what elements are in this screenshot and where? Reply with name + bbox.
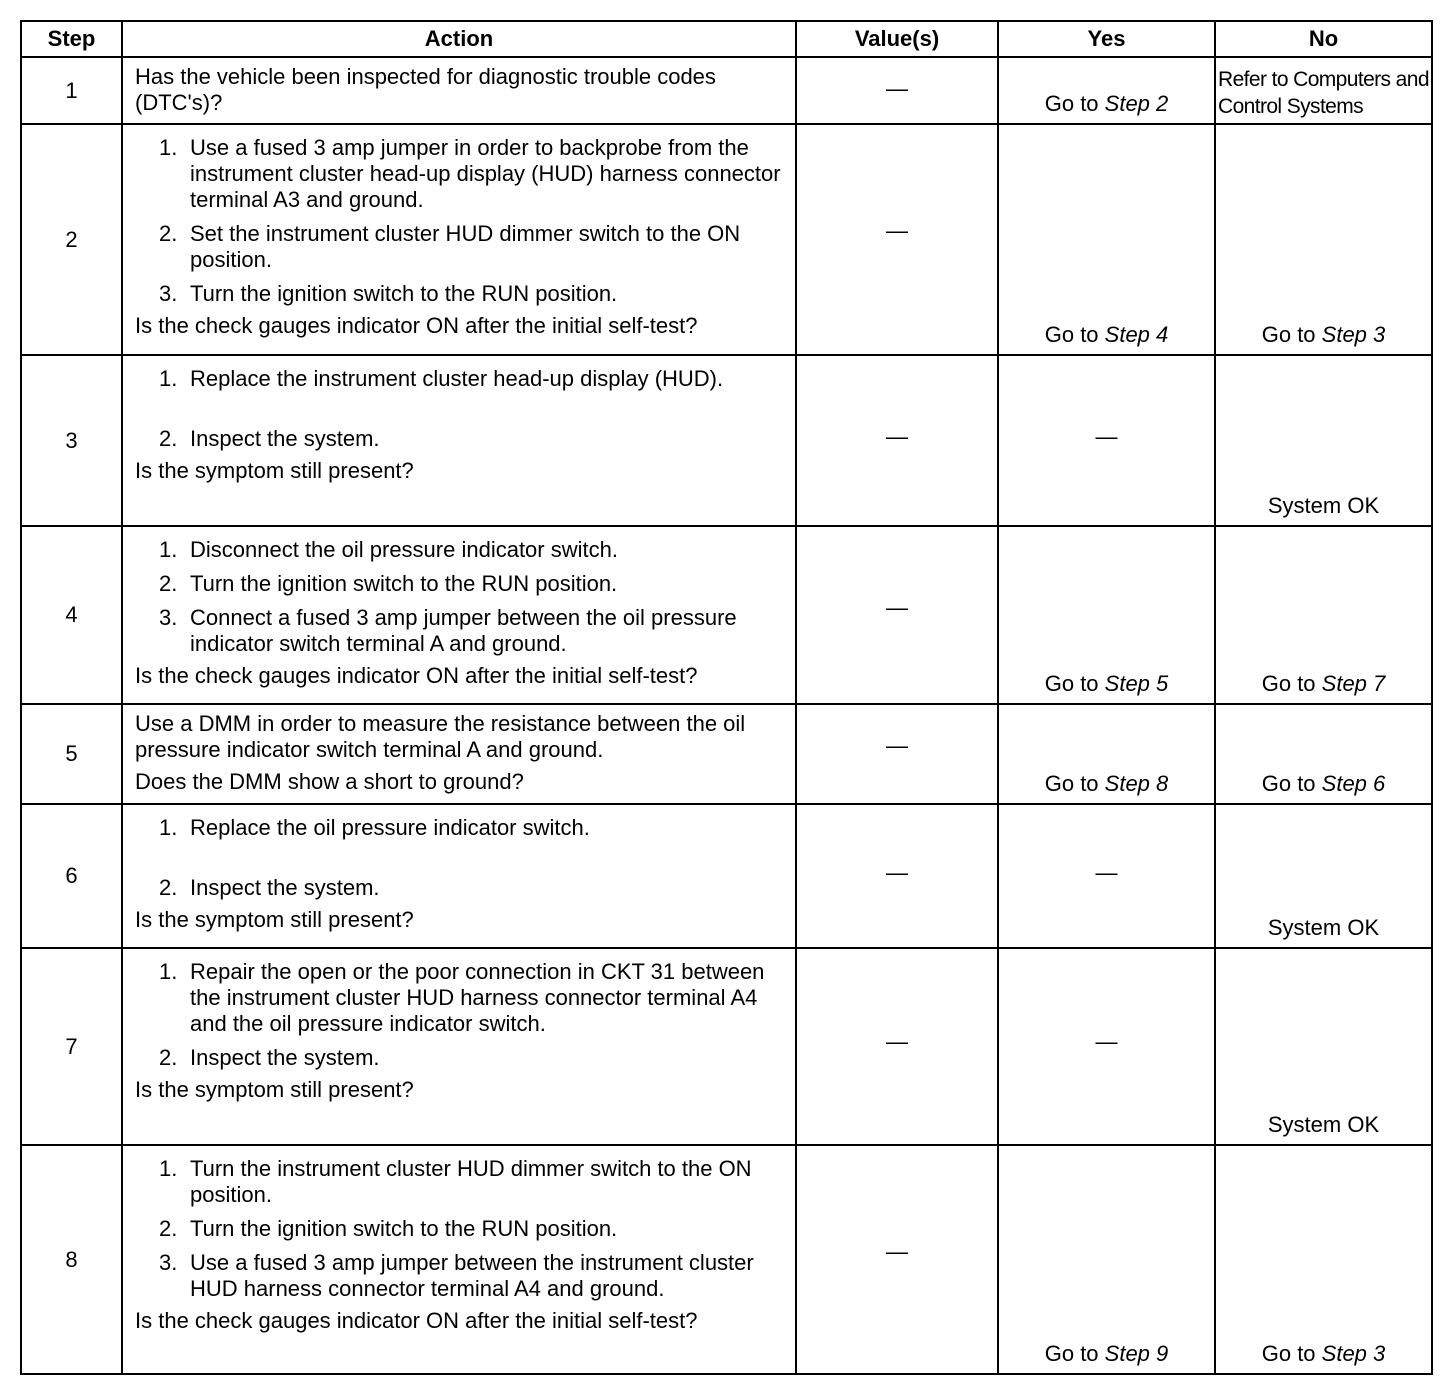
list-item (135, 135, 787, 213)
table-row (21, 804, 1432, 948)
list-item (135, 815, 787, 841)
list-item-number: 1. (159, 815, 178, 840)
yes-goto-prefix: Go to (1044, 91, 1105, 116)
list-item-number: 2. (159, 221, 178, 246)
yes-cell (998, 804, 1215, 948)
action-steps-list (135, 815, 787, 901)
table-row (21, 57, 1432, 124)
list-item-text: Inspect the system. (190, 1045, 380, 1070)
yes-goto-prefix: Go to (1044, 322, 1105, 347)
no-cell (1215, 804, 1432, 948)
list-item (135, 1156, 787, 1208)
list-item-text: Replace the oil pressure indicator switch. (190, 815, 590, 840)
step-number: 6 (21, 804, 122, 948)
action-steps-list (135, 1156, 787, 1302)
value-cell (796, 704, 998, 804)
action-question: Is the check gauges indicator ON after the initial self-test? (135, 1308, 698, 1333)
diagnostic-table (20, 20, 1433, 1375)
no-cell (1215, 526, 1432, 704)
value-cell (796, 804, 998, 948)
list-item (135, 875, 787, 901)
yes-cell (998, 526, 1215, 704)
no-goto (1216, 1341, 1431, 1367)
action-cell (122, 57, 796, 124)
action-question: Is the symptom still present? (135, 907, 414, 932)
no-goto-step-link: Step 7 (1321, 671, 1386, 696)
no-cell (1215, 124, 1432, 355)
list-item-text: Connect a fused 3 amp jumper between the oil pressure indicator switch terminal A and ground. (190, 605, 737, 656)
no-cell (1215, 704, 1432, 804)
value-cell (796, 1145, 998, 1374)
action-question: Is the check gauges indicator ON after the initial self-test? (135, 663, 698, 688)
action-intro: Use a DMM in order to measure the resistance between the oil pressure indicator switch terminal A and ground. (135, 711, 746, 762)
yes-goto (999, 771, 1214, 797)
yes-goto-step-link: Step 8 (1104, 771, 1169, 796)
value-text: — (886, 733, 908, 758)
table-row (21, 1145, 1432, 1374)
action-cell (122, 355, 796, 526)
action-question: Is the check gauges indicator ON after the initial self-test? (135, 313, 698, 338)
list-item (135, 1216, 787, 1242)
yes-cell (998, 1145, 1215, 1374)
list-item-text: Turn the ignition switch to the RUN position. (190, 1216, 618, 1241)
yes-goto-step-link: Step 2 (1104, 91, 1169, 116)
list-item-text: Disconnect the oil pressure indicator switch. (190, 537, 618, 562)
action-cell (122, 948, 796, 1145)
no-result-text: Refer to Computers and Control Systems (1218, 68, 1429, 118)
action-cell (122, 1145, 796, 1374)
no-goto-prefix: Go to (1261, 1341, 1322, 1366)
step-number: 4 (21, 526, 122, 704)
step-number: 7 (21, 948, 122, 1145)
action-cell (122, 804, 796, 948)
list-item-number: 1. (159, 366, 178, 391)
list-item-number: 3. (159, 281, 178, 306)
no-cell (1215, 948, 1432, 1145)
value-cell (796, 526, 998, 704)
header-row (21, 21, 1432, 57)
list-item-text: Turn the ignition switch to the RUN position. (190, 571, 618, 596)
list-item-number: 1. (159, 1156, 178, 1181)
action-cell (122, 124, 796, 355)
list-item-text: Inspect the system. (190, 426, 380, 451)
table-row (21, 704, 1432, 804)
list-item (135, 281, 787, 307)
action-question: Is the symptom still present? (135, 458, 414, 483)
list-item (135, 1250, 787, 1302)
header-action: Action (122, 21, 796, 57)
list-item-number: 2. (159, 1045, 178, 1070)
list-item-number: 3. (159, 1250, 178, 1275)
yes-goto (999, 91, 1214, 117)
no-cell (1215, 355, 1432, 526)
list-item-number: 1. (159, 537, 178, 562)
value-cell (796, 948, 998, 1145)
value-text: — (886, 1029, 908, 1054)
list-item-number: 1. (159, 135, 178, 160)
value-text: — (886, 424, 908, 449)
table-row (21, 948, 1432, 1145)
yes-goto-prefix: Go to (1044, 771, 1105, 796)
header-no: No (1215, 21, 1432, 57)
value-cell (796, 355, 998, 526)
yes-cell (998, 704, 1215, 804)
value-text: — (886, 218, 908, 243)
list-item-number: 2. (159, 875, 178, 900)
yes-dash: — (1095, 424, 1118, 449)
yes-goto (999, 1341, 1214, 1367)
yes-goto-prefix: Go to (1044, 1341, 1105, 1366)
header-values: Value(s) (796, 21, 998, 57)
yes-goto-step-link: Step 4 (1104, 322, 1169, 347)
yes-goto (999, 322, 1214, 348)
action-intro: Has the vehicle been inspected for diagnostic trouble codes (DTC's)? (135, 64, 716, 115)
list-item-text: Turn the ignition switch to the RUN position. (190, 281, 618, 306)
yes-goto-step-link: Step 5 (1104, 671, 1169, 696)
list-item (135, 426, 787, 452)
no-cell (1215, 1145, 1432, 1374)
list-item-text: Use a fused 3 amp jumper in order to backprobe from the instrument cluster head-up display (HUD) harness connector terminal A3 and ground. (190, 135, 781, 212)
table-row (21, 526, 1432, 704)
yes-cell (998, 948, 1215, 1145)
no-goto-prefix: Go to (1261, 671, 1322, 696)
list-item (135, 605, 787, 657)
action-steps-list (135, 537, 787, 657)
action-question: Is the symptom still present? (135, 1077, 414, 1102)
list-item (135, 959, 787, 1037)
action-cell (122, 704, 796, 804)
value-text: — (886, 1239, 908, 1264)
list-item-number: 2. (159, 571, 178, 596)
table-body (21, 57, 1432, 1374)
value-text: — (886, 76, 908, 101)
list-item-text: Replace the instrument cluster head-up display (HUD). (190, 366, 724, 391)
no-result-text: System OK (1267, 493, 1380, 518)
value-cell (796, 124, 998, 355)
step-number: 3 (21, 355, 122, 526)
yes-goto-prefix: Go to (1044, 671, 1105, 696)
yes-dash: — (1095, 1029, 1118, 1054)
list-item (135, 1045, 787, 1071)
list-item-text: Turn the instrument cluster HUD dimmer switch to the ON position. (190, 1156, 752, 1207)
list-item-number: 1. (159, 959, 178, 984)
no-goto-step-link: Step 3 (1321, 1341, 1386, 1366)
no-goto-prefix: Go to (1261, 771, 1322, 796)
action-question: Does the DMM show a short to ground? (135, 769, 524, 794)
step-number: 2 (21, 124, 122, 355)
no-goto-step-link: Step 6 (1321, 771, 1386, 796)
list-item-text: Use a fused 3 amp jumper between the instrument cluster HUD harness connector terminal A4 and ground. (190, 1250, 754, 1301)
yes-goto-step-link: Step 9 (1104, 1341, 1169, 1366)
action-cell (122, 526, 796, 704)
no-result-text: System OK (1267, 1112, 1380, 1137)
value-text: — (886, 860, 908, 885)
value-cell (796, 57, 998, 124)
value-text: — (886, 595, 908, 620)
list-item-number: 2. (159, 426, 178, 451)
list-item (135, 221, 787, 273)
yes-dash: — (1095, 860, 1118, 885)
list-item-number: 2. (159, 1216, 178, 1241)
table-row (21, 355, 1432, 526)
no-goto (1216, 322, 1431, 348)
no-goto (1216, 771, 1431, 797)
action-steps-list (135, 959, 787, 1071)
yes-cell (998, 124, 1215, 355)
step-number: 5 (21, 704, 122, 804)
yes-cell (998, 57, 1215, 124)
table-row (21, 124, 1432, 355)
no-cell (1215, 57, 1432, 124)
no-goto-step-link: Step 3 (1321, 322, 1386, 347)
list-item (135, 571, 787, 597)
list-item-text: Repair the open or the poor connection in CKT 31 between the instrument cluster HUD harness connector terminal A4 and the oil pressure indicator switch. (190, 959, 765, 1036)
no-goto (1216, 671, 1431, 697)
list-item-number: 3. (159, 605, 178, 630)
list-item (135, 537, 787, 563)
step-number: 1 (21, 57, 122, 124)
list-item (135, 366, 787, 392)
action-steps-list (135, 366, 787, 452)
list-item-text: Inspect the system. (190, 875, 380, 900)
no-goto-prefix: Go to (1261, 322, 1322, 347)
yes-cell (998, 355, 1215, 526)
list-item-text: Set the instrument cluster HUD dimmer switch to the ON position. (190, 221, 741, 272)
action-steps-list (135, 135, 787, 307)
step-number: 8 (21, 1145, 122, 1374)
no-result-text: System OK (1267, 915, 1380, 940)
yes-goto (999, 671, 1214, 697)
header-yes: Yes (998, 21, 1215, 57)
header-step: Step (21, 21, 122, 57)
